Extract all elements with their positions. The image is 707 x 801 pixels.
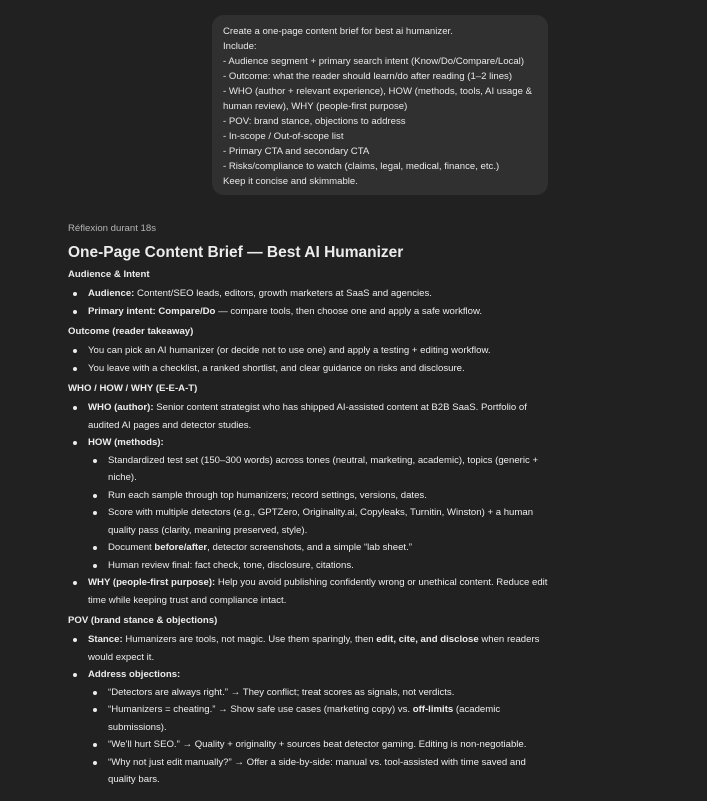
user-message-line: - Audience segment + primary search intent (Know/Do/Compare/Local) xyxy=(223,56,525,67)
section-heading-pov: POV (brand stance & objections) xyxy=(68,615,218,626)
objection-text: (academic submissions). xyxy=(108,704,501,733)
assistant-response xyxy=(68,243,553,792)
section-heading-audience: Audience & Intent xyxy=(68,269,150,280)
list-item xyxy=(88,539,553,557)
list-item: You can pick an AI humanizer (or decide not to use one) and apply a testing + editing workflow. xyxy=(68,342,553,360)
audience-list xyxy=(68,285,553,320)
stance-label: Stance: xyxy=(88,634,123,645)
user-message-line: Include: xyxy=(223,41,257,52)
list-item xyxy=(68,574,553,609)
list-item: Run each sample through top humanizers; record settings, versions, dates. xyxy=(88,487,553,505)
who-label: WHO (author): xyxy=(88,402,154,413)
audience-label: Audience: xyxy=(88,288,135,299)
list-item xyxy=(68,631,553,666)
list-item xyxy=(68,666,553,789)
list-item: “We’ll hurt SEO.” → Quality + originality + sources beat detector gaming. Editing is non-negotiable. xyxy=(88,736,553,754)
user-message-line: - POV: brand stance, objections to address xyxy=(223,116,406,127)
user-message-line: Keep it concise and skimmable. xyxy=(223,176,358,187)
how-sublist xyxy=(88,452,553,575)
list-item: Score with multiple detectors (e.g., GPTZero, Originality.ai, Copyleaks, Turnitin, Winston) + a human quality pass (clarity, meaning preserved, style). xyxy=(88,504,553,539)
why-label: WHY (people-first purpose): xyxy=(88,577,216,588)
stance-bold: edit, cite, and disclose xyxy=(376,634,479,645)
user-message-line: - Outcome: what the reader should learn/do after reading (1–2 lines) xyxy=(223,71,513,82)
list-item: Standardized test set (150–300 words) across tones (neutral, marketing, academic), topics (generic + niche). xyxy=(88,452,553,487)
list-item xyxy=(68,434,553,574)
audience-text: Content/SEO leads, editors, growth marketers at SaaS and agencies. xyxy=(134,288,432,299)
list-item xyxy=(88,701,553,736)
user-message-line: - In-scope / Out-of-scope list xyxy=(223,131,344,142)
list-item: You leave with a checklist, a ranked shortlist, and clear guidance on risks and disclosure. xyxy=(68,360,553,378)
user-message-bubble xyxy=(212,15,548,195)
intent-label: Primary intent: Compare/Do xyxy=(88,305,216,317)
stance-text: when readers would expect it. xyxy=(88,634,540,663)
why-text: Help you avoid publishing confidently wrong or unethical content. Reduce edit time while keeping trust and compliance intact. xyxy=(88,577,548,606)
list-item xyxy=(68,399,553,434)
intent-text: — compare tools, then choose one and apply a safe workflow. xyxy=(215,305,483,317)
objection-text: “Humanizers = cheating.” → Show safe use cases (marketing copy) vs. xyxy=(108,704,413,715)
outcome-list xyxy=(68,342,553,377)
user-message-line: - Primary CTA and secondary CTA xyxy=(223,146,370,157)
how-label: HOW (methods): xyxy=(88,437,164,448)
list-item: “Why not just edit manually?” → Offer a side-by-side: manual vs. tool-assisted with time saved and quality bars. xyxy=(88,754,553,789)
objections-label: Address objections: xyxy=(88,669,181,680)
objections-sublist xyxy=(88,684,553,789)
user-message-line: - WHO (author + relevant experience), HOW (methods, tools, AI usage & human review), WHY (people-first purpose) xyxy=(223,86,535,112)
pov-list xyxy=(68,631,553,789)
thinking-toggle[interactable]: Réflexion durant 18s xyxy=(68,223,156,234)
list-item xyxy=(68,303,553,321)
list-item: “Detectors are always right.” → They conflict; treat scores as signals, not verdicts. xyxy=(88,684,553,702)
section-heading-eeat: WHO / HOW / WHY (E-E-A-T) xyxy=(68,383,198,394)
user-message-line: - Risks/compliance to watch (claims, legal, medical, finance, etc.) xyxy=(223,161,500,172)
eeat-list xyxy=(68,399,553,609)
objection-bold: off-limits xyxy=(412,704,454,715)
user-message-line: Create a one-page content brief for best ai humanizer. xyxy=(223,26,453,37)
section-heading-outcome: Outcome (reader takeaway) xyxy=(68,326,194,337)
doc-text: , detector screenshots, and a simple “lab sheet.” xyxy=(207,542,412,553)
list-item xyxy=(68,285,553,303)
doc-text: Document xyxy=(108,542,155,553)
doc-bold: before/after xyxy=(154,542,208,553)
brief-title: One-Page Content Brief — Best AI Humanizer xyxy=(68,244,404,261)
stance-text: Humanizers are tools, not magic. Use them sparingly, then xyxy=(122,634,377,645)
who-text: Senior content strategist who has shipped AI-assisted content at B2B SaaS. Portfolio of audited AI pages and detector studies. xyxy=(88,402,527,431)
list-item: Human review final: fact check, tone, disclosure, citations. xyxy=(88,557,553,575)
